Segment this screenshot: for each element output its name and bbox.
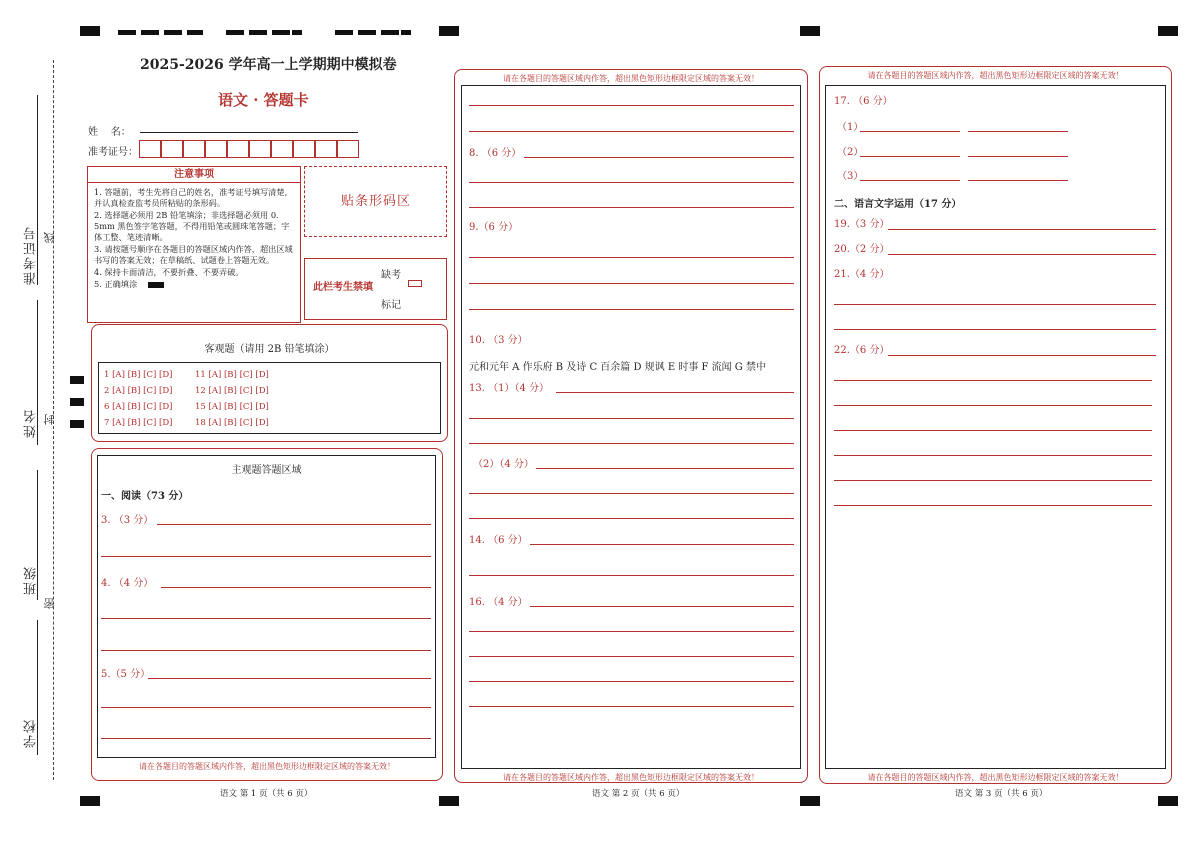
timing-mark	[439, 26, 459, 36]
binding-mi-label: 密	[43, 598, 56, 609]
answer-line[interactable]	[834, 405, 1152, 406]
id-digit-box[interactable]	[271, 140, 293, 158]
answer-line[interactable]	[860, 156, 960, 157]
boundary-warning: 请在各题目的答题区域内作答，超出黑色矩形边框限定区域的答案无效！	[139, 762, 395, 771]
answer-line[interactable]	[834, 505, 1152, 506]
subjective-title: 主观题答题区域	[231, 465, 302, 476]
answer-line[interactable]	[101, 738, 431, 739]
binding-class-label: 班级	[24, 565, 39, 595]
answer-line[interactable]	[834, 455, 1152, 456]
answer-line[interactable]	[469, 207, 794, 208]
answer-line[interactable]	[536, 468, 794, 469]
timing-mark	[164, 30, 182, 35]
timing-mark	[800, 26, 820, 36]
answer-line[interactable]	[469, 631, 794, 632]
notes-item-5: 5. 正确填涂	[94, 279, 138, 289]
answer-line[interactable]	[469, 309, 794, 310]
answer-line[interactable]	[469, 518, 794, 519]
absent-mark-checkbox[interactable]	[408, 280, 422, 287]
binding-xian-label: 线	[43, 232, 56, 243]
question-14-label: 14. （6 分）	[469, 535, 528, 546]
answer-line[interactable]	[469, 418, 794, 419]
id-digit-box[interactable]	[205, 140, 227, 158]
answer-line[interactable]	[469, 105, 794, 106]
timing-mark	[381, 30, 399, 35]
timing-mark	[272, 30, 290, 35]
answer-line[interactable]	[469, 681, 794, 682]
answer-line[interactable]	[968, 156, 1068, 157]
answer-line[interactable]	[860, 131, 960, 132]
boundary-warning: 请在各题目的答题区域内作答，超出黑色矩形边框限定区域的答案无效！	[503, 773, 759, 782]
answer-line[interactable]	[101, 707, 431, 708]
notes-box	[87, 166, 301, 323]
answer-line[interactable]	[161, 587, 431, 588]
timing-mark	[358, 30, 376, 35]
question-19-label: 19.（3 分）	[834, 219, 890, 230]
choice-row[interactable]: 2 [A] [B] [C] [D]	[104, 386, 173, 396]
binding-name-label: 姓名	[24, 408, 39, 438]
answer-line[interactable]	[469, 257, 794, 258]
question-20-label: 20.（2 分）	[834, 244, 890, 255]
choice-row[interactable]: 7 [A] [B] [C] [D]	[104, 418, 173, 428]
objective-title: 客观题（请用 2B 铅笔填涂）	[204, 344, 335, 355]
answer-line[interactable]	[524, 157, 794, 158]
boundary-warning: 请在各题目的答题区域内作答，超出黑色矩形边框限定区域的答案无效！	[867, 773, 1124, 782]
answer-line[interactable]	[530, 606, 794, 607]
answer-line[interactable]	[469, 493, 794, 494]
name-field-line[interactable]	[140, 132, 358, 133]
notes-item: 2. 选择题必须用 2B 铅笔填涂；非选择题必须用 0．5mm 黑色签字笔答题，不得用铅笔或圆珠笔答题；字体工整、笔迹清晰。	[94, 210, 290, 242]
answer-line[interactable]	[556, 392, 794, 393]
binding-id-line	[37, 95, 38, 285]
answer-line[interactable]	[834, 480, 1152, 481]
answer-line[interactable]	[834, 430, 1152, 431]
timing-mark	[401, 30, 411, 35]
timing-mark	[335, 30, 353, 35]
answer-line[interactable]	[834, 329, 1156, 330]
answer-line[interactable]	[530, 544, 794, 545]
answer-line[interactable]	[148, 678, 431, 679]
page-2-footer: 语文 第 2 页（共 6 页）	[592, 789, 685, 799]
id-digit-box[interactable]	[249, 140, 271, 158]
id-digit-box[interactable]	[139, 140, 161, 158]
answer-line[interactable]	[469, 706, 794, 707]
notes-item: 3. 请按题号顺序在各题目的答题区域内作答，超出区域书写的答案无效；在草稿纸、试题卷上答题无效。	[94, 244, 293, 265]
binding-school-line	[37, 620, 38, 755]
question-8-label: 8. （6 分）	[469, 148, 522, 159]
question-22-label: 22.（6 分）	[834, 345, 890, 356]
answer-line[interactable]	[157, 524, 431, 525]
timing-mark	[1158, 26, 1178, 36]
timing-mark	[292, 30, 302, 35]
page-1-footer: 语文 第 1 页（共 6 页）	[220, 789, 313, 799]
question-17-3-label: （3）	[837, 171, 864, 182]
boundary-warning: 请在各题目的答题区域内作答，超出黑色矩形边框限定区域的答案无效！	[503, 74, 759, 83]
choice-row[interactable]: 18 [A] [B] [C] [D]	[195, 418, 269, 428]
id-digit-box[interactable]	[293, 140, 315, 158]
answer-line[interactable]	[888, 254, 1156, 255]
timing-mark	[249, 30, 267, 35]
mark-label: 标记	[381, 300, 401, 311]
answer-line[interactable]	[469, 182, 794, 183]
answer-line[interactable]	[834, 380, 1152, 381]
section-language-title: 二、语言文字运用（17 分）	[834, 199, 962, 210]
forbidden-label: 此栏考生禁填	[313, 282, 373, 293]
page-3-footer: 语文 第 3 页（共 6 页）	[955, 789, 1048, 799]
timing-mark	[187, 30, 203, 35]
id-digit-box[interactable]	[227, 140, 249, 158]
choice-row[interactable]: 1 [A] [B] [C] [D]	[104, 370, 173, 380]
filled-sample-mark	[148, 282, 164, 288]
timing-mark	[118, 30, 136, 35]
answer-line[interactable]	[469, 656, 794, 657]
card-subtitle: 语文 · 答题卡	[218, 91, 309, 109]
answer-line[interactable]	[834, 304, 1156, 305]
timing-mark	[70, 420, 84, 428]
answer-line[interactable]	[469, 575, 794, 576]
page-2-answer-box	[461, 85, 801, 769]
answer-line[interactable]	[888, 355, 1156, 356]
boundary-warning: 请在各题目的答题区域内作答，超出黑色矩形边框限定区域的答案无效！	[867, 71, 1124, 80]
page-3-answer-box	[825, 85, 1166, 769]
answer-line[interactable]	[469, 443, 794, 444]
question-16-label: 16. （4 分）	[469, 597, 528, 608]
exam-title: 2025-2026 学年高一上学期期中模拟卷	[140, 57, 397, 73]
question-3-label: 3. （3 分）	[101, 515, 154, 526]
choice-row[interactable]: 12 [A] [B] [C] [D]	[195, 386, 269, 396]
answer-line[interactable]	[101, 618, 431, 619]
notes-item: 1. 答题前，考生先将自己的姓名，准考证号填写清楚，并认真检查监考员所粘贴的条形码。	[94, 187, 293, 208]
question-21-label: 21.（4 分）	[834, 269, 890, 280]
timing-mark	[80, 26, 100, 36]
id-digit-box[interactable]	[183, 140, 205, 158]
absent-label: 缺考	[381, 270, 401, 281]
timing-mark	[70, 376, 84, 384]
question-10-options: 元和元年 A 作乐府 B 及诗 C 百余篇 D 规讽 E 时事 F 流闻 G 禁中	[469, 362, 766, 373]
question-13-1-label: 13. （1）（4 分）	[469, 383, 549, 394]
question-13-2-label: （2）（4 分）	[473, 459, 534, 470]
choice-row[interactable]: 11 [A] [B] [C] [D]	[195, 370, 269, 380]
question-5-label: 5.（5 分）	[101, 669, 151, 680]
timing-mark	[800, 796, 820, 806]
binding-school-label: 学校	[24, 718, 39, 748]
id-digit-box[interactable]	[315, 140, 337, 158]
question-10-label: 10. （3 分）	[469, 335, 528, 346]
question-17-2-label: （2）	[837, 147, 864, 158]
timing-mark	[70, 398, 84, 406]
answer-line[interactable]	[968, 180, 1068, 181]
binding-id-label: 准考证号	[24, 225, 39, 285]
answer-line[interactable]	[469, 283, 794, 284]
answer-line[interactable]	[101, 650, 431, 651]
id-label: 准考证号：	[88, 147, 138, 158]
id-boxes[interactable]	[139, 140, 361, 159]
timing-mark	[226, 30, 244, 35]
binding-feng-label: 封	[43, 414, 56, 425]
binding-class-line	[37, 470, 38, 600]
answer-line[interactable]	[101, 556, 431, 557]
choice-row[interactable]: 6 [A] [B] [C] [D]	[104, 402, 173, 412]
question-9-label: 9.（6 分）	[469, 222, 519, 233]
binding-name-line	[37, 300, 38, 445]
answer-line[interactable]	[860, 180, 960, 181]
answer-line[interactable]	[469, 131, 794, 132]
question-4-label: 4. （4 分）	[101, 578, 154, 589]
section-reading-title: 一、阅读（73 分）	[101, 491, 189, 502]
timing-mark	[439, 796, 459, 806]
id-digit-box[interactable]	[161, 140, 183, 158]
question-17-label: 17. （6 分）	[834, 96, 893, 107]
id-digit-box[interactable]	[337, 140, 359, 158]
notes-title: 注意事项	[88, 167, 300, 183]
barcode-area-label: 贴条形码区	[341, 194, 412, 209]
timing-mark	[80, 796, 100, 806]
timing-mark	[1158, 796, 1178, 806]
notes-item: 4. 保持卡面清洁，不要折叠、不要弄破。	[94, 267, 244, 277]
answer-line[interactable]	[888, 229, 1156, 230]
question-17-1-label: （1）	[837, 122, 864, 133]
choice-row[interactable]: 15 [A] [B] [C] [D]	[195, 402, 269, 412]
timing-mark	[141, 30, 159, 35]
name-label: 姓 名：	[88, 127, 131, 138]
answer-line[interactable]	[968, 131, 1068, 132]
